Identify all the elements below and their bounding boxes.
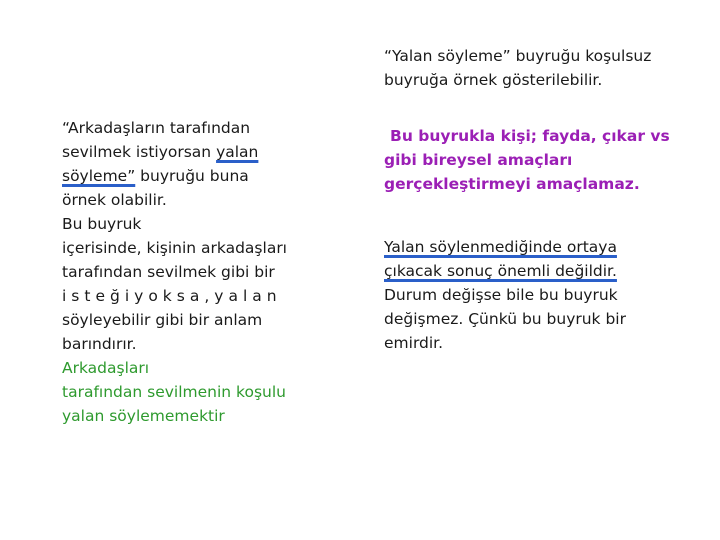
left-line-5: Bu buyruk	[62, 215, 142, 233]
underlined-yalan-soylenmediginde: Yalan söylenmediğinde ortaya	[384, 238, 617, 256]
right-top-paragraph	[384, 44, 651, 92]
left-line-12-green: tarafından sevilmenin koşulu	[62, 383, 286, 401]
left-line-11-green: Arkadaşları	[62, 359, 150, 377]
underlined-soyleme: söyleme”	[62, 167, 136, 185]
underlined-yalan: yalan	[216, 143, 259, 161]
right-bold-line-1: Bu buyrukla kişi; fayda, çıkar vs	[390, 127, 670, 145]
left-line-6: içerisinde, kişinin arkadaşları	[62, 239, 287, 257]
right-bottom-line-3: Durum değişse bile bu buyruk	[384, 286, 618, 304]
right-bold-line-3: gerçekleştirmeyi amaçlamaz.	[384, 175, 640, 193]
right-bottom-line-5: emirdir.	[384, 334, 444, 352]
underlined-cikacak-sonuc: çıkacak sonuç önemli değildir.	[384, 262, 617, 280]
left-line-2-text: sevilmek istiyorsan	[62, 143, 217, 161]
left-line-13-green: yalan söylememektir	[62, 407, 225, 425]
right-bottom-line-4: değişmez. Çünkü bu buyruk bir	[384, 310, 626, 328]
left-line-1: “Arkadaşların tarafından	[62, 119, 251, 137]
left-line-8: isteğiyoksa,yalan	[62, 287, 282, 305]
left-paragraph	[62, 116, 287, 428]
left-line-3-text: buyruğu buna	[135, 167, 249, 185]
right-bold-line-2: gibi bireysel amaçları	[384, 151, 573, 169]
left-line-2	[62, 140, 287, 164]
right-bottom-line-2	[384, 259, 626, 283]
left-line-10: barındırır.	[62, 335, 137, 353]
left-line-7: tarafından sevilmek gibi bir	[62, 263, 275, 281]
left-line-4: örnek olabilir.	[62, 191, 167, 209]
right-bold-paragraph	[384, 124, 670, 196]
right-bottom-line-1	[384, 235, 626, 259]
left-line-9: söyleyebilir gibi bir anlam	[62, 311, 263, 329]
right-bottom-paragraph	[384, 235, 626, 355]
right-top-line-1: “Yalan söyleme” buyruğu koşulsuz	[384, 47, 652, 65]
left-line-3	[62, 164, 287, 188]
right-top-line-2: buyruğa örnek gösterilebilir.	[384, 71, 603, 89]
